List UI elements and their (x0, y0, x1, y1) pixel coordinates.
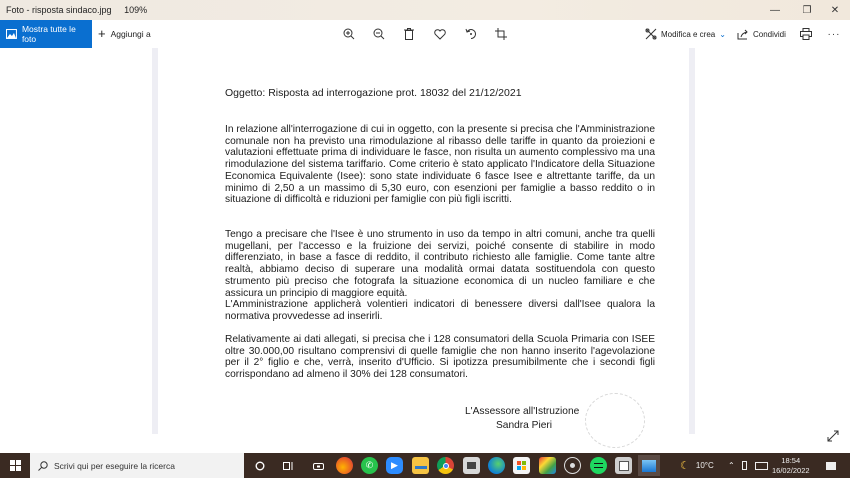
rotate-button[interactable] (463, 26, 479, 42)
print-button[interactable] (798, 26, 814, 42)
app-whatsapp[interactable] (361, 457, 378, 474)
add-to-label: Aggiungi a (110, 29, 151, 39)
notification-icon (826, 462, 836, 470)
clock[interactable] (772, 456, 810, 475)
keyboard-icon (755, 462, 768, 470)
app-camera[interactable] (310, 457, 327, 474)
heart-icon (434, 29, 446, 40)
moon-icon: ☾ (680, 460, 690, 472)
zoom-in-icon (343, 28, 355, 40)
windows-icon (10, 460, 21, 471)
taskbar (0, 453, 850, 478)
maximize-icon: ❐ (802, 4, 812, 16)
share-label: Condividi (753, 29, 786, 39)
close-icon: ✕ (830, 4, 840, 16)
favorite-button[interactable] (432, 26, 448, 42)
taskbar-search-box[interactable] (30, 453, 244, 478)
cortana-icon (255, 461, 265, 471)
app-news[interactable] (463, 457, 480, 474)
edit-create-label: Modifica e crea (661, 29, 716, 39)
page-left-edge (152, 48, 158, 434)
app-scanner[interactable] (615, 457, 632, 474)
show-all-photos-label: Mostra tutte le foto (21, 24, 76, 44)
start-button[interactable] (0, 453, 30, 478)
window-title-text: Foto - risposta sindaco.jpg (6, 5, 112, 15)
show-hidden-icons-button[interactable] (728, 453, 735, 478)
edit-create-button[interactable] (645, 20, 726, 48)
folder-icon (415, 466, 427, 469)
app-media-player[interactable] (564, 457, 581, 474)
print-icon (800, 28, 812, 40)
signature-role: L'Assessore all'Istruzione (465, 406, 580, 417)
zoom-in-button[interactable] (341, 26, 357, 42)
paragraph-4: Relativamente ai dati allegati, si precisa che i 128 consumatori della Scuola Primaria con ISEE oltre 30.000,00 risultano comprensivi di quelle famiglie che non hanno inserito l'agevolazione per il 2° figlio e che, verrà, inserito d'Ufficio. Si ipotizza presumibilmente che i secondi figli corrispondano ad almeno il 30% dei 128 consumatori. (225, 334, 655, 381)
zoom-level: 109% (124, 5, 148, 15)
show-all-photos-button[interactable] (0, 20, 92, 48)
search-placeholder: Scrivi qui per eseguire la ricerca (54, 460, 175, 471)
delete-icon (404, 28, 414, 40)
toolbar (0, 20, 850, 48)
media-player-icon (570, 463, 575, 468)
minimize-button[interactable] (760, 0, 790, 20)
app-edge[interactable] (488, 457, 505, 474)
photo-icon (6, 29, 17, 39)
more-icon: ··· (827, 28, 841, 40)
store-icon (517, 461, 526, 470)
maximize-button[interactable] (792, 0, 822, 20)
chevron-down-icon: ⌄ (719, 29, 726, 39)
app-spotify[interactable] (590, 457, 607, 474)
app-paint[interactable] (539, 457, 556, 474)
app-firefox[interactable] (336, 457, 353, 474)
clock-date: 16/02/2022 (772, 465, 810, 475)
add-to-button[interactable] (98, 20, 151, 48)
rotate-icon (465, 28, 477, 40)
document-subject: Oggetto: Risposta ad interrogazione prot. 18032 del 21/12/2021 (225, 87, 522, 99)
zoom-out-icon (373, 28, 385, 40)
spotify-icon (594, 463, 603, 468)
keyboard-button[interactable] (755, 453, 768, 478)
weather-temp: 10°C (695, 461, 714, 470)
notifications-button[interactable] (826, 453, 836, 478)
task-view-button[interactable] (280, 457, 297, 474)
news-icon (467, 462, 476, 469)
app-photos-active[interactable] (638, 455, 660, 476)
camera-icon (313, 461, 324, 470)
task-view-icon (283, 461, 294, 471)
whatsapp-icon: ✆ (365, 460, 374, 470)
clock-time: 18:54 (781, 456, 801, 465)
scanner-icon (619, 461, 629, 471)
zoom-out-button[interactable] (371, 26, 387, 42)
chevron-up-icon: ⌃ (728, 461, 735, 470)
paragraph-2: Tengo a precisare che l'Isee è uno strumento in uso da tempo in altri comuni, anche tra quelli mugellani, per l'accesso e la fruizione dei servizi, poiché consente di stabilire in modo differenziato, in base a fasce di reddito, il contributo richiesto alle famiglie. Come tante altre realtà, abbiamo deciso di superare una modalità ormai datata sostituendola con questo strumento più preciso che fotografa la situazione economica di un nucleo familiare e che assicura un principio di maggiore equità. (225, 229, 655, 299)
app-zoom[interactable] (386, 457, 403, 474)
photos-icon (642, 460, 656, 472)
minimize-icon: — (770, 4, 780, 16)
crop-icon (495, 28, 507, 40)
chrome-icon (443, 463, 449, 469)
signature-name: Sandra Pieri (496, 420, 553, 431)
crop-button[interactable] (493, 26, 509, 42)
fullscreen-button[interactable] (826, 429, 840, 443)
image-viewer[interactable] (0, 48, 850, 450)
app-store[interactable] (513, 457, 530, 474)
app-file-explorer[interactable] (412, 457, 429, 474)
share-icon (737, 29, 749, 40)
network-button[interactable] (742, 453, 747, 478)
edit-create-icon (645, 28, 657, 40)
official-stamp (585, 393, 645, 448)
delete-button[interactable] (401, 26, 417, 42)
plus-icon: + (98, 26, 106, 41)
zoom-video-icon: ▶ (391, 460, 398, 470)
page-right-edge (689, 48, 695, 434)
network-icon (742, 461, 747, 470)
more-options-button[interactable] (826, 26, 842, 42)
search-icon (38, 461, 48, 471)
paragraph-1: In relazione all'interrogazione di cui in oggetto, con la presente si precisa che l'Amministrazione comunale non ha previsto una rimodulazione al ribasso delle tariffe in quanto da proiezioni e valutazioni effettuate prima di individuare le fasce, non risulta un aumento complessivo ma una rimodulazione del sistema tariffario. Come criterio è stato applicato l'Indicatore della Situazione Economica Equivalente (Isee): sono state individuate 6 fasce Isee e altrettante tariffe, da un minimo di 2,50 a un massimo di 5,30 euro, con esenzioni per famiglie a basso reddito o in situazione di difficoltà e riduzioni per famiglie con più figli iscritti. (225, 124, 655, 206)
close-button[interactable] (820, 0, 850, 20)
cortana-button[interactable] (251, 457, 268, 474)
weather-widget[interactable] (680, 453, 714, 478)
title-bar (0, 0, 850, 20)
paragraph-3: L'Amministrazione applicherà volentieri indicatori di benessere diversi dall'Isee qualora la normativa provvedesse ad inserirli. (225, 299, 655, 322)
window-title (6, 5, 147, 15)
share-button[interactable] (737, 20, 786, 48)
expand-icon (826, 429, 840, 443)
app-chrome[interactable] (437, 457, 454, 474)
